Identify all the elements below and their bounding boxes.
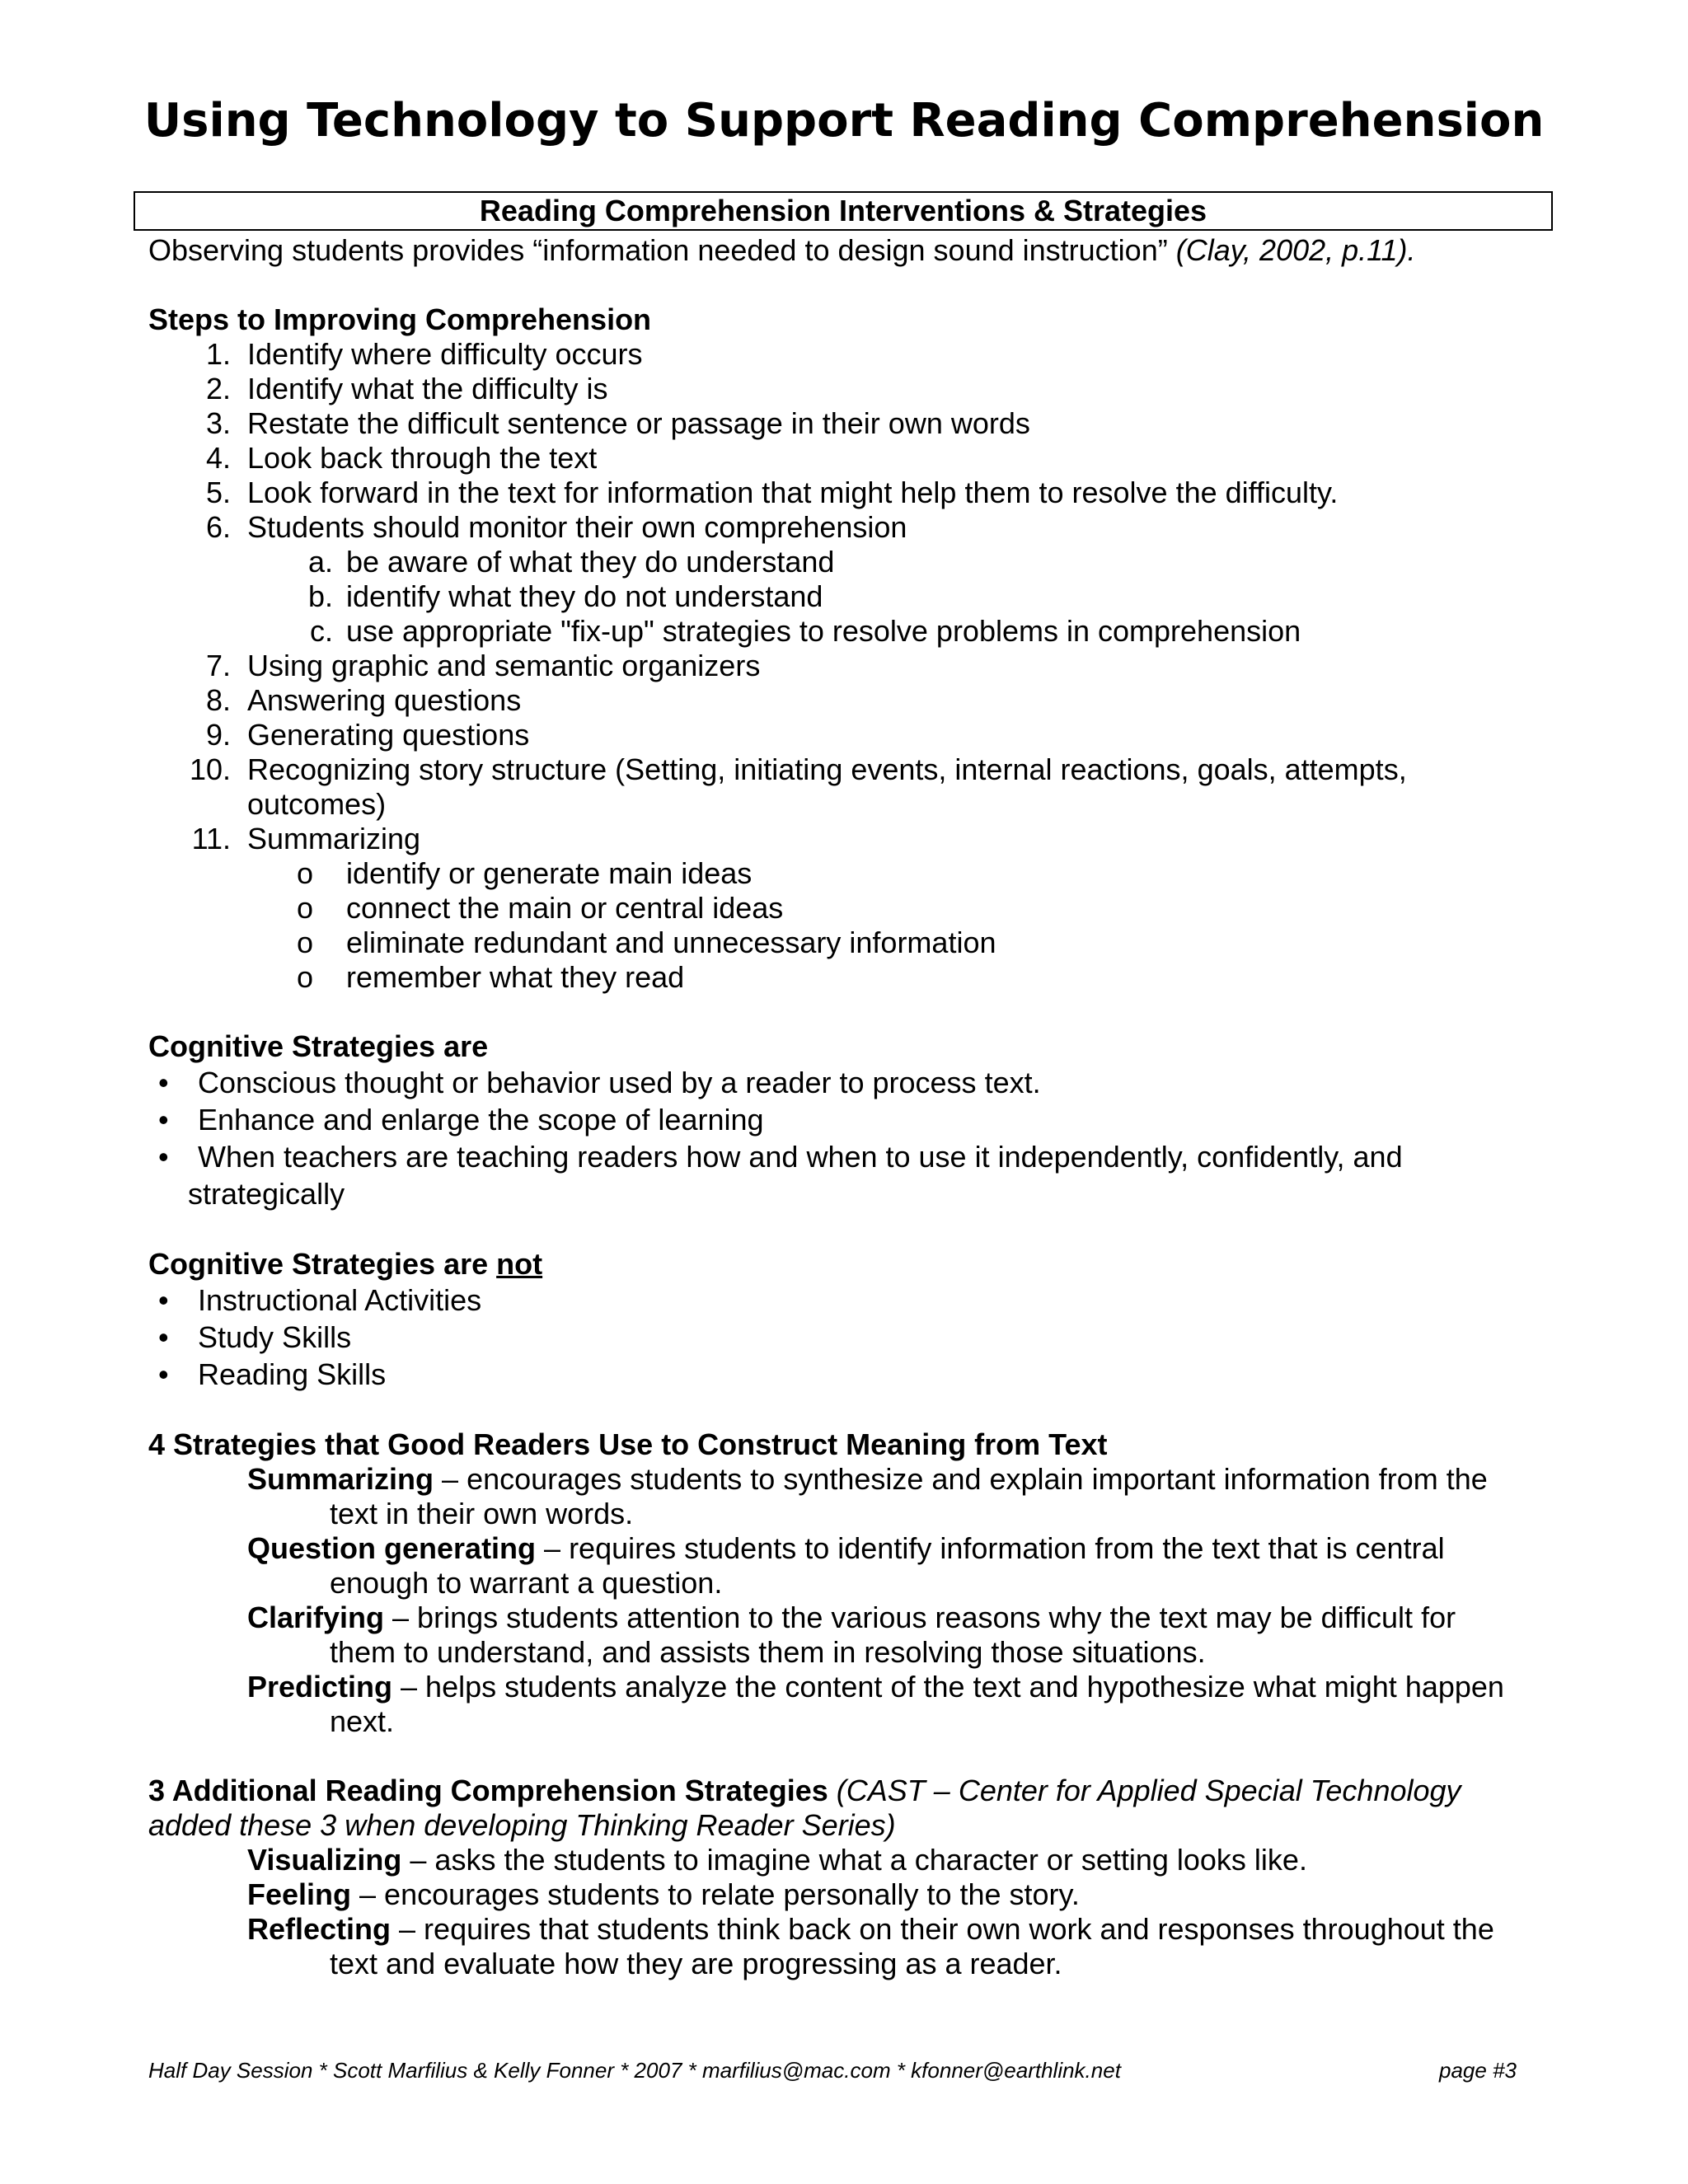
three-strategies-note: added these 3 when developing Thinking Reader Series): [148, 1808, 896, 1842]
list-item: 3. Restate the difficult sentence or passage in their own words: [205, 406, 1030, 440]
definition-item: Predicting – helps students analyze the content of the text and hypothesize what might happen: [247, 1670, 1504, 1704]
list-item: 2. Identify what the difficulty is: [205, 372, 608, 405]
page-title: Using Technology to Support Reading Comprehension: [143, 94, 1545, 148]
definition-item: Clarifying – brings students attention to the various reasons why the text may be difficult for: [247, 1601, 1456, 1634]
intro-quote: [148, 233, 1550, 268]
list-item: 9. Generating questions: [205, 718, 530, 752]
page-number: page #3: [1439, 2058, 1517, 2083]
steps-heading: Steps to Improving Comprehension: [148, 302, 652, 336]
cognitive-not-list: [148, 1282, 1550, 1393]
definition-continuation: next.: [330, 1704, 395, 1738]
list-item-continuation: outcomes): [247, 787, 387, 821]
page-footer: [148, 2057, 1517, 2083]
list-item: • Study Skills: [158, 1320, 352, 1354]
list-item: 8. Answering questions: [205, 683, 522, 717]
list-item-continuation: strategically: [188, 1177, 345, 1211]
cognitive-are-heading: Cognitive Strategies are: [148, 1029, 489, 1063]
section-heading-box: Reading Comprehension Interventions & Strategies: [134, 191, 1553, 231]
sub-list-item: b. identify what they do not understand: [307, 579, 823, 613]
sub-list-item: o identify or generate main ideas: [297, 856, 753, 890]
definition-item: Reflecting – requires that students think back on their own work and responses throughout the: [247, 1912, 1494, 1946]
cognitive-are-list: [148, 1064, 1550, 1212]
definition-continuation: them to understand, and assists them in resolving those situations.: [330, 1635, 1206, 1669]
list-item: • Reading Skills: [158, 1357, 387, 1391]
definition-item: Question generating – requires students to identify information from the text that is central: [247, 1531, 1445, 1565]
cognitive-not-heading: Cognitive Strategies are not: [148, 1247, 543, 1281]
three-strategies-list: [148, 1843, 1550, 1981]
list-item: • Enhance and enlarge the scope of learning: [158, 1103, 764, 1137]
sub-list-item: c. use appropriate "fix-up" strategies to resolve problems in comprehension: [309, 614, 1301, 648]
three-strategies-heading: 3 Additional Reading Comprehension Strategies (CAST – Center for Applied Special Technology: [148, 1774, 1461, 1807]
sub-list-item: o connect the main or central ideas: [297, 891, 784, 925]
four-strategies-heading: 4 Strategies that Good Readers Use to Construct Meaning from Text: [148, 1427, 1108, 1461]
document-body: [148, 233, 1550, 1981]
list-item: 5. Look forward in the text for information that might help them to resolve the difficulty.: [205, 476, 1339, 509]
list-item: • Instructional Activities: [158, 1283, 482, 1317]
definition-item: Visualizing – asks the students to imagine what a character or setting looks like.: [247, 1843, 1307, 1877]
sub-list-item: o eliminate redundant and unnecessary information: [297, 926, 996, 959]
intro-text: Observing students provides “information needed to design sound instruction”: [148, 233, 1176, 267]
steps-list: [148, 337, 1550, 995]
sub-list-item: a. be aware of what they do understand: [307, 545, 835, 579]
list-item: 10. Recognizing story structure (Setting, initiating events, internal reactions, goals, attempts,: [189, 752, 1407, 786]
sub-list-item: o remember what they read: [297, 960, 685, 994]
list-item: 6. Students should monitor their own comprehension: [205, 510, 907, 544]
definition-continuation: text and evaluate how they are progressing as a reader.: [330, 1947, 1062, 1980]
definition-item: Feeling – encourages students to relate personally to the story.: [247, 1877, 1080, 1911]
list-item: 7. Using graphic and semantic organizers: [205, 649, 761, 682]
definition-item: Summarizing – encourages students to synthesize and explain important information from the: [247, 1462, 1488, 1496]
definition-continuation: enough to warrant a question.: [330, 1566, 723, 1600]
list-item: 11. Summarizing: [191, 822, 421, 855]
four-strategies-list: [148, 1462, 1550, 1739]
list-item: • When teachers are teaching readers how and when to use it independently, confidently, and: [158, 1140, 1403, 1174]
list-item: 1. Identify where difficulty occurs: [205, 337, 643, 371]
definition-continuation: text in their own words.: [330, 1497, 634, 1530]
list-item: 4. Look back through the text: [205, 441, 598, 475]
list-item: • Conscious thought or behavior used by a reader to process text.: [158, 1066, 1041, 1099]
intro-citation: (Clay, 2002, p.11).: [1175, 233, 1416, 267]
underlined-not: not: [496, 1247, 543, 1281]
footer-credits: Half Day Session * Scott Marfilius & Kelly Fonner * 2007 * marfilius@mac.com * kfonner@earthlink.net: [148, 2058, 1121, 2083]
